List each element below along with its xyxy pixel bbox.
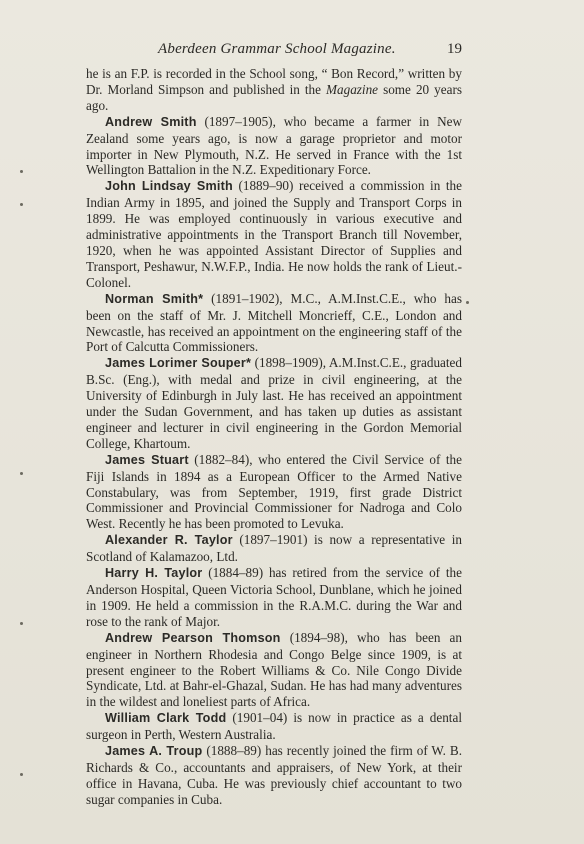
entry-alexander-r-taylor [86,532,462,565]
page-number: 19 [447,41,462,57]
entry-william-clark-todd [86,710,462,743]
running-head [86,41,462,61]
entry-name: Harry H. Taylor [105,566,203,581]
margin-speck [20,622,23,625]
paragraph-text: he is an F.P. is recorded in the School song, “ Bon Record,” written by Dr. Morland Simpson and published in the [86,66,462,97]
entry-name: James A. Troup [105,744,203,759]
entry-text: (1894–98), who has been an engineer in Northern Rhodesia and Congo Belge since 1909, is at present engineer to the Robert Williams & Co. Nile Congo Divide Syndicate, Ltd. at Bahr-el-Ghazal, Sudan. He has had many adventures in the wildest and loneliest parts of Africa. [86,629,462,710]
entry-andrew-smith [86,114,462,179]
margin-speck [20,170,23,173]
entry-name: Andrew Pearson Thomson [105,630,281,645]
entry-name: Andrew Smith [105,114,197,129]
entry-name: William Clark Todd [105,711,227,726]
entry-text: (1897–1905), who became a farmer in New Zealand some years ago, is now a garage proprietor and motor importer in New Plymouth, N.Z. He served in France with the 1st Wellington Battalion in the N.Z. Expeditionary Force. [86,113,462,178]
margin-speck [20,203,23,206]
entry-name: Alexander R. Taylor [105,533,233,548]
margin-speck [20,472,23,475]
magazine-title: Aberdeen Grammar School Magazine. [158,41,396,57]
paragraph-text-end: some 20 years ago. [86,81,462,113]
entry-john-lindsay-smith [86,178,462,290]
entry-name: Norman Smith* [105,291,204,306]
entry-andrew-pearson-thomson [86,630,462,711]
entry-name: John Lindsay Smith [105,179,233,194]
margin-speck [466,301,469,304]
entry-james-stuart [86,452,462,533]
entry-text: (1882–84), who entered the Civil Service of the Fiji Islands in 1894 as a European Officer to the Armed Native Constabulary, was from September, 1919, first grade District Commissioner and Provincial Commissioner for Nadroga and Colo West. Recently he has been promoted to Levuka. [86,451,462,532]
article-body [86,66,462,808]
entry-text: (1897–1901) is now a representative in Scotland of Kalamazoo, Ltd. [86,532,462,565]
entry-text: (1901–04) is now in practice as a dental surgeon in Perth, Western Australia. [86,710,462,743]
entry-james-a-troup [86,743,462,808]
magazine-italic: Magazine [326,81,379,97]
entry-text: (1889–90) received a commission in the Indian Army in 1895, and joined the Supply and Transport Corps in 1899. He was employed continuously in various executive and administrative appointments in the Transport Branch till November, 1920, when he was appointed Assistant Director of Supplies and Transport, Peshawur, N.W.F.P., India. He now holds the rank of Lieut.-Colonel. [86,178,462,290]
entry-name: James Stuart [105,452,189,467]
entry-text: (1891–1902), M.C., A.M.Inst.C.E., who has been on the staff of Mr. J. Mitchell Moncrieff, C.E., London and Newcastle, has received an appointment on the engineering staff of the Port of Calcutta Commissioners. [86,290,462,355]
margin-speck [20,773,23,776]
entry-name: James Lorimer Souper* [105,356,252,371]
entry-norman-smith [86,291,462,356]
entry-james-lorimer-souper [86,355,462,451]
paragraph-continued [86,66,462,114]
entry-text: (1898–1909), A.M.Inst.C.E., graduated B.Sc. (Eng.), with medal and prize in civil engineering, at the University of Edinburgh in July last. He has received an appointment under the Sudan Government, and has taken up duties as assistant engineer and lecturer in civil engineering in the Gordon Memorial College, Khartoum. [86,355,462,451]
entry-text: (1888–89) has recently joined the firm of W. B. Richards & Co., accountants and appraisers, of New York, at their office in Havana, Cuba. He was previously chief accountant to two sugar companies in Cuba. [86,743,462,807]
entry-text: (1884–89) has retired from the service of the Anderson Hospital, Queen Victoria School, Dunblane, which he joined in 1909. He held a commission in the R.A.M.C. during the War and rose to the rank of Major. [86,565,462,629]
entry-harry-h-taylor [86,565,462,630]
